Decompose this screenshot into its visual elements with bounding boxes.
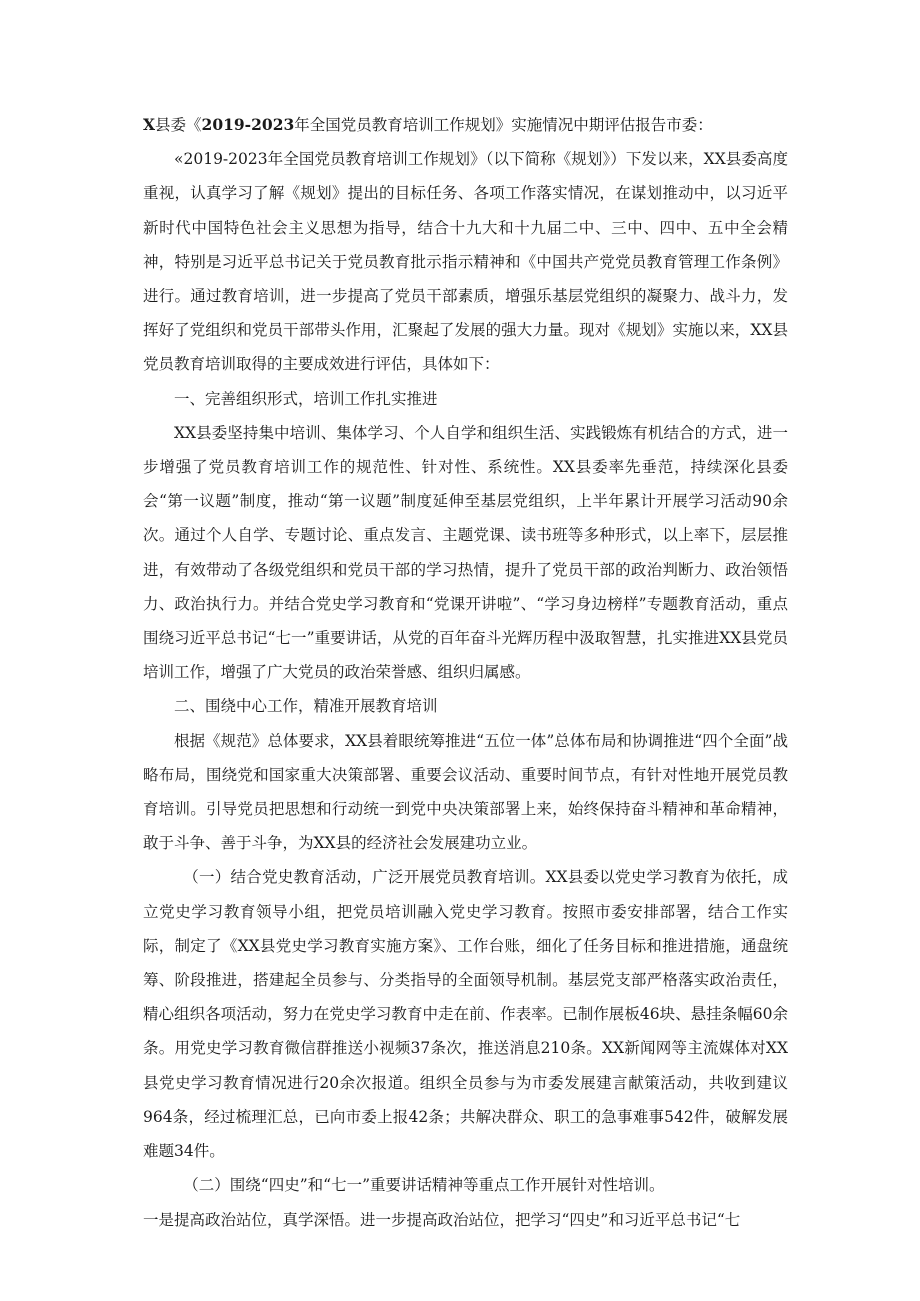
paragraph-section-2: 根据《规范》总体要求，XX县着眼统筹推进“五位一体”总体布局和协调推进“四个全面”战略布局，围绕党和国家重大决策部署、重要会议活动、重要时间节点，有针对性地开展党员教育培训。引导党员把思想和行动统一到党中央决策部署上来，始终保持奋斗精神和革命精神，敢于斗争、善于斗争，为XX县的经济社会发展建功立业。	[143, 731, 788, 853]
paragraph-section-1: XX县委坚持集中培训、集体学习、个人自学和组织生活、实践锻炼有机结合的方式，进一步增强了党员教育培训工作的规范性、针对性、系统性。XX县委率先垂范，持续深化县委会“第一议题”制度，推动“第一议题”制度延伸至基层党组织，上半年累计开展学习活动90余次。通过个人自学、专题讨论、重点发言、主题党课、读书班等多种形式，以上率下，层层推进，有效带动了各级党组织和党员干部的学习热情，提升了党员干部的政治判断力、政治领悟力、政治执行力。并结合党史学习教育和“党课开讲啦”、“学习身边榜样”专题教育活动，重点围绕习近平总书记“七一”重要讲话，从党的百年奋斗光辉历程中汲取智慧，扎实推进XX县党员培训工作，增强了广大党员的政治荣誉感、组织归属感。	[143, 423, 788, 682]
section-heading-1: 一、完善组织形式，培训工作扎实推进	[174, 389, 438, 408]
document-page	[143, 108, 788, 1237]
title-bold-x: X	[143, 115, 156, 134]
section-heading-2: 二、围绕中心工作，精准开展教育培训	[174, 697, 438, 716]
paragraph-point-1: 一是提高政治站位，真学深悟。进一步提高政治站位，把学习“四史”和习近平总书记“七	[143, 1210, 741, 1229]
paragraph-intro: «2019-2023年全国党员教育培训工作规划》（以下简称《规划》）下发以来，XX县委高度重视，认真学习了解《规划》提出的目标任务、各项工作落实情况，在谋划推动中，以习近平新时代中国特色社会主义思想为指导，结合十九大和十九届二中、三中、四中、五中全会精神，特别是习近平总书记关于党员教育批示指示精神和《中国共产党党员教育管理工作条例》进行。通过教育培训，进一步提高了党员干部素质，增强乐基层党组织的凝聚力、战斗力，发挥好了党组织和党员干部带头作用，汇聚起了发展的强大力量。现对《规划》实施以来，XX县党员教育培训取得的主要成效进行评估，具体如下：	[143, 150, 788, 374]
title-part2: 年全国党员教育培训工作规划》实施情况中期评估报告市委：	[294, 116, 713, 134]
paragraph-subsection-1: （一）结合党史教育活动，广泛开展党员教育培训。XX县委以党史学习教育为依托，成立党史学习教育领导小组，把党员培训融入党史学习教育。按照市委安排部署，结合工作实际，制定了《XX县党史学习教育实施方案》、工作台账，细化了任务目标和推进措施，通盘统筹、阶段推进，搭建起全员参与、分类指导的全面领导机制。基层党支部严格落实政治责任，精心组织各项活动，努力在党史学习教育中走在前、作表率。已制作展板46块、悬挂条幅60余条。用党史学习教育微信群推送小视频37条次，推送消息210条。XX新闻网等主流媒体对XX县党史学习教育情况进行20余次报道。组织全员参与为市委发展建言献策活动，共收到建议964条，经过梳理汇总，已向市委上报42条；共解决群众、职工的急事难事542件，破解发展难题34件。	[143, 868, 788, 1161]
title-bold-years: 2019-2023	[201, 115, 295, 134]
document-title	[143, 108, 788, 142]
title-part1: 县委《	[155, 116, 202, 134]
subsection-heading-2: （二）围绕“四史”和“七一”重要讲话精神等重点工作开展针对性培训。	[183, 1176, 665, 1195]
